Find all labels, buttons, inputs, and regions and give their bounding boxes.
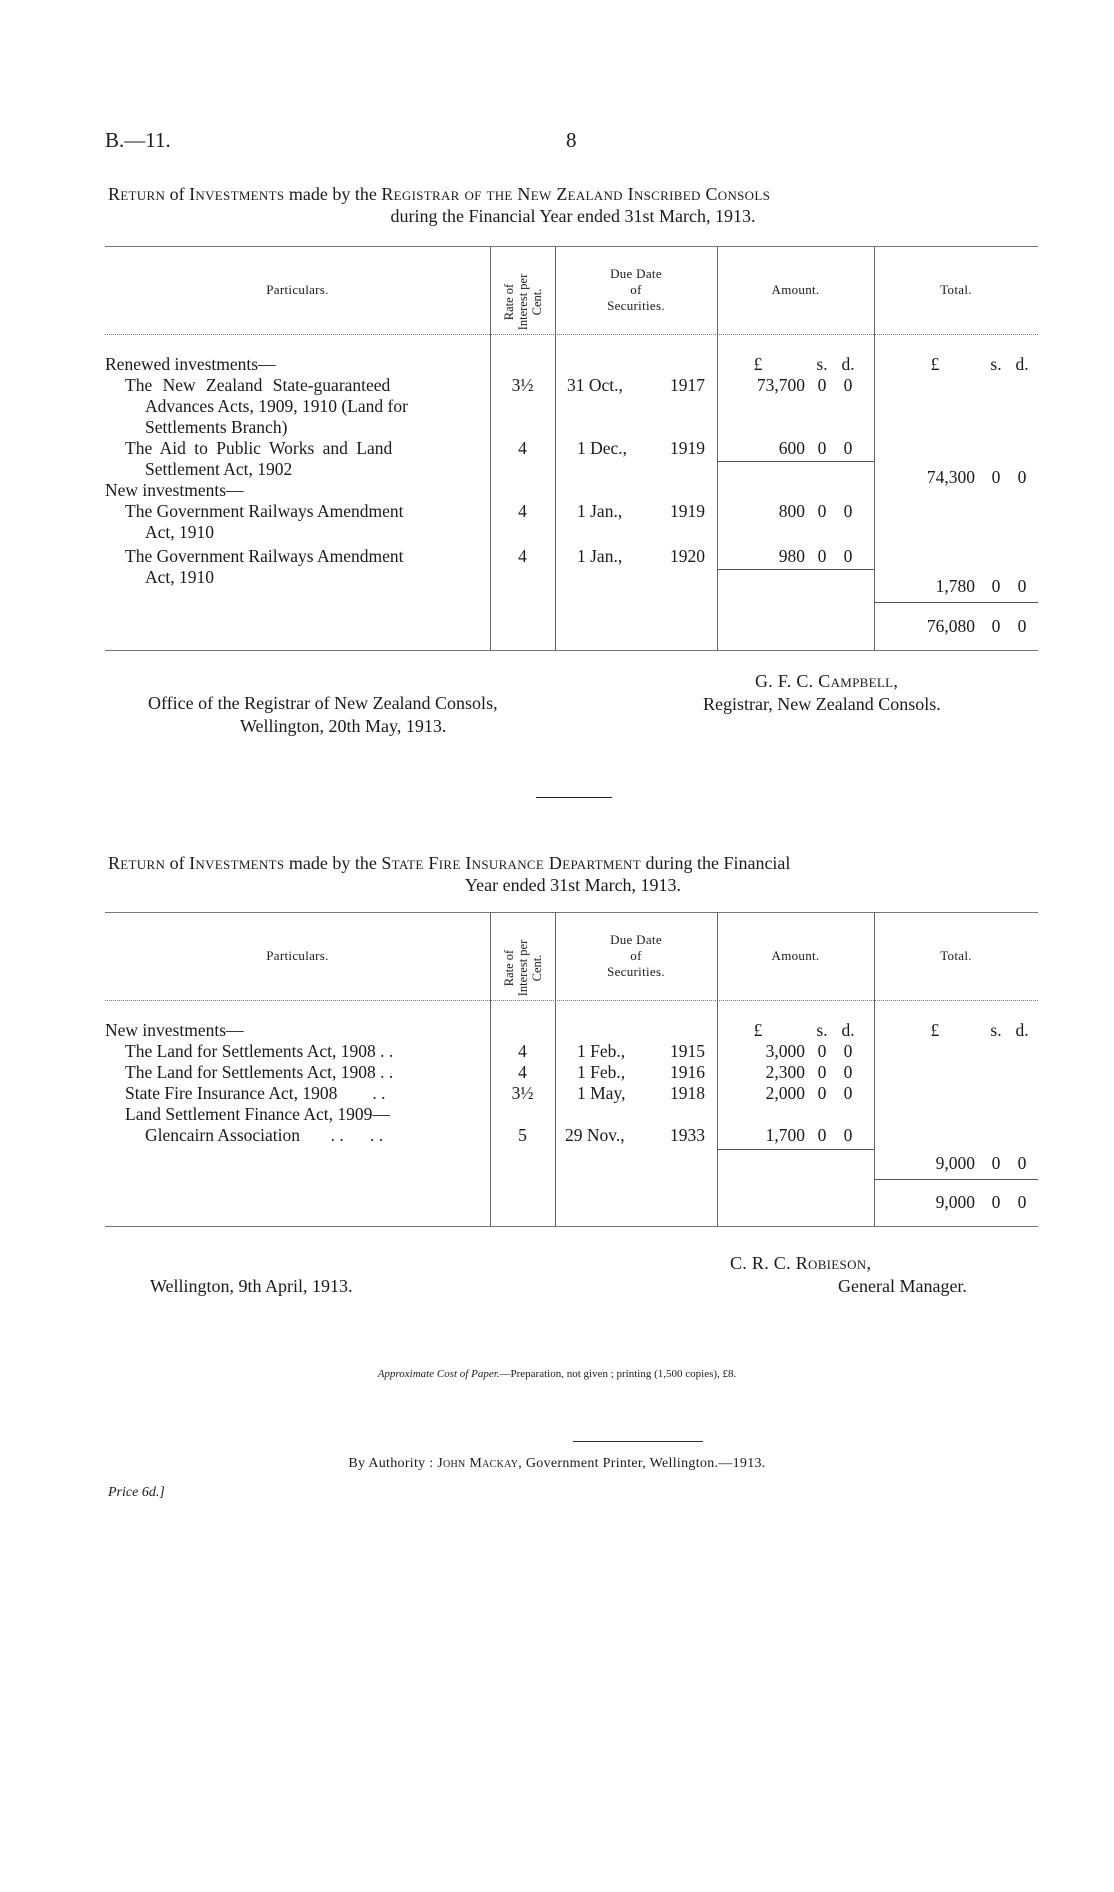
rate-cell: 4	[518, 501, 527, 521]
col-due-l2: of	[630, 948, 642, 963]
amount-d-cell: 0	[843, 375, 853, 395]
table-row: Settlements Branch)	[145, 417, 288, 437]
printer-suffix: Government Printer, Wellington.—1913.	[522, 1456, 766, 1471]
due-day-cell: 29 Nov.,	[565, 1125, 625, 1145]
rate-cell: 3½	[511, 375, 534, 395]
table-row: The Government Railways Amendment	[125, 501, 404, 521]
col-total: Total.	[940, 282, 972, 297]
due-year-cell: 1920	[670, 546, 705, 566]
table-row: Act, 1910	[145, 567, 215, 587]
col-rate: Rate of Interest per Cent.	[502, 273, 544, 331]
total-pound-unit: £	[930, 354, 940, 374]
amount-s-cell: 0	[817, 1041, 827, 1061]
document-code: B.—11.	[105, 128, 171, 152]
title-line-2: during the Financial Year ended 31st March, 1913.	[390, 206, 756, 226]
cost-label: Approximate Cost of Paper.	[377, 1368, 500, 1380]
page-number: 8	[566, 128, 577, 152]
col-due-l3: Securities.	[607, 964, 665, 979]
amount-cell: 3,000	[765, 1041, 805, 1061]
title-suffix: during the Financial	[640, 853, 791, 873]
col-due-l2: of	[630, 282, 642, 297]
title-authority: State Fire Insurance Department	[381, 853, 641, 873]
amount-d-cell: 0	[843, 546, 853, 566]
table-row: Renewed investments—	[105, 354, 276, 374]
rate-cell: 5	[518, 1125, 527, 1145]
amount-d-cell: 0	[843, 1062, 853, 1082]
title-word-investments: Investments	[189, 184, 285, 204]
rate-cell: 4	[518, 1062, 527, 1082]
grand-total-s-cell: 0	[991, 616, 1001, 636]
signer-name: G. F. C. Campbell,	[755, 671, 899, 691]
subtotal-s-cell: 0	[991, 1153, 1001, 1173]
return1-title	[108, 183, 1038, 227]
printer-imprint	[0, 1456, 1114, 1472]
table-row: The New Zealand State-guaranteed	[125, 375, 391, 395]
table-row: The Government Railways Amendment	[125, 546, 404, 566]
table-row: The Land for Settlements Act, 1908 . .	[125, 1041, 394, 1061]
amount-s-cell: 0	[817, 1125, 827, 1145]
total-s-unit: s.	[990, 354, 1002, 374]
table-row: Advances Acts, 1909, 1910 (Land for	[145, 396, 408, 416]
amount-d-unit: d.	[841, 1020, 855, 1040]
col-amount: Amount.	[771, 282, 820, 297]
price-note: Price 6d.]	[108, 1485, 165, 1500]
col-due-date	[555, 266, 717, 314]
amount-s-cell: 0	[817, 501, 827, 521]
amount-d-cell: 0	[843, 1125, 853, 1145]
due-day-cell: 1 Feb.,	[577, 1062, 626, 1082]
col-due-l1: Due Date	[610, 266, 662, 281]
signer-title: Registrar, New Zealand Consols.	[703, 694, 941, 714]
due-day-cell: 1 Jan.,	[577, 546, 623, 566]
grand-total-cell: 9,000	[935, 1192, 975, 1212]
amount-cell: 2,300	[765, 1062, 805, 1082]
rate-cell: 4	[518, 1041, 527, 1061]
due-day-cell: 1 Jan.,	[577, 501, 623, 521]
title-authority: Registrar of the New Zealand Inscribed Consols	[381, 184, 771, 204]
rate-cell: 4	[518, 438, 527, 458]
amount-s-cell: 0	[817, 375, 827, 395]
col-due-l1: Due Date	[610, 932, 662, 947]
title-word-return: Return	[108, 853, 166, 873]
col-particulars: Particulars.	[266, 948, 329, 963]
amount-s-cell: 0	[817, 438, 827, 458]
due-day-cell: 1 Feb.,	[577, 1041, 626, 1061]
title-word-return: Return	[108, 184, 166, 204]
table-row: State Fire Insurance Act, 1908 . .	[125, 1083, 386, 1103]
title-word-made: made by the	[284, 184, 382, 204]
amount-d-cell: 0	[843, 1083, 853, 1103]
grand-total-cell: 76,080	[926, 616, 975, 636]
office-line-1: Office of the Registrar of New Zealand Consols,	[148, 693, 498, 713]
total-d-unit: d.	[1015, 354, 1029, 374]
total-d-unit: d.	[1015, 1020, 1029, 1040]
table-row: Glencairn Association . . . .	[145, 1125, 384, 1145]
col-due-l3: Securities.	[607, 298, 665, 313]
amount-d-cell: 0	[843, 438, 853, 458]
amount-d-cell: 0	[843, 1041, 853, 1061]
title-line-2: Year ended 31st March, 1913.	[464, 875, 682, 895]
col-rate: Rate of Interest per Cent.	[502, 939, 544, 997]
subtotal-d-cell: 0	[1017, 576, 1027, 596]
title-word-made: made by the	[284, 853, 382, 873]
section-divider	[536, 797, 612, 798]
amount-cell: 1,700	[765, 1125, 805, 1145]
return2-title	[108, 852, 1038, 896]
due-year-cell: 1933	[670, 1125, 705, 1145]
col-due-date	[555, 932, 717, 980]
subtotal-d-cell: 0	[1017, 467, 1027, 487]
due-year-cell: 1917	[670, 375, 705, 395]
col-particulars: Particulars.	[266, 282, 329, 297]
subtotal-s-cell: 0	[991, 467, 1001, 487]
table-row: New investments—	[105, 480, 244, 500]
grand-total-d-cell: 0	[1017, 616, 1027, 636]
due-day-cell: 1 May,	[577, 1083, 626, 1103]
title-word-of: of	[165, 184, 190, 204]
printer-name: John Mackay,	[437, 1456, 523, 1471]
amount-s-cell: 0	[817, 1083, 827, 1103]
subtotal-cell: 1,780	[935, 576, 975, 596]
amount-d-cell: 0	[843, 501, 853, 521]
col-amount: Amount.	[771, 948, 820, 963]
rate-cell: 3½	[511, 1083, 534, 1103]
table-row: Settlement Act, 1902	[145, 459, 293, 479]
table-row: Land Settlement Finance Act, 1909—	[125, 1104, 390, 1124]
amount-pound-unit: £	[753, 354, 763, 374]
amount-cell: 73,700	[756, 375, 805, 395]
subtotal-s-cell: 0	[991, 576, 1001, 596]
due-day-cell: 1 Dec.,	[577, 438, 628, 458]
amount-s-unit: s.	[816, 1020, 828, 1040]
due-year-cell: 1916	[670, 1062, 705, 1082]
title-word-of: of	[165, 853, 190, 873]
grand-total-d-cell: 0	[1017, 1192, 1027, 1212]
return1-table	[105, 246, 1038, 656]
rate-cell: 4	[518, 546, 527, 566]
printer-prefix: By Authority :	[348, 1456, 438, 1471]
due-year-cell: 1919	[670, 501, 705, 521]
printer-rule	[573, 1441, 703, 1442]
amount-s-cell: 0	[817, 546, 827, 566]
amount-cell: 2,000	[765, 1083, 805, 1103]
table-row: The Aid to Public Works and Land	[125, 438, 393, 458]
table-row: The Land for Settlements Act, 1908 . .	[125, 1062, 394, 1082]
signer-title: General Manager.	[838, 1276, 967, 1296]
total-pound-unit: £	[930, 1020, 940, 1040]
place-date: Wellington, 9th April, 1913.	[150, 1276, 353, 1296]
signer-name: C. R. C. Robieson,	[730, 1253, 872, 1273]
subtotal-d-cell: 0	[1017, 1153, 1027, 1173]
due-year-cell: 1918	[670, 1083, 705, 1103]
cost-of-paper-note	[0, 1368, 1114, 1380]
office-line-2: Wellington, 20th May, 1913.	[240, 716, 447, 736]
grand-total-s-cell: 0	[991, 1192, 1001, 1212]
amount-d-unit: d.	[841, 354, 855, 374]
subtotal-cell: 9,000	[935, 1153, 975, 1173]
table-row: New investments—	[105, 1020, 244, 1040]
subtotal-cell: 74,300	[926, 467, 975, 487]
amount-cell: 800	[778, 501, 805, 521]
col-total: Total.	[940, 948, 972, 963]
title-word-investments: Investments	[189, 853, 285, 873]
amount-s-unit: s.	[816, 354, 828, 374]
amount-cell: 600	[778, 438, 805, 458]
return2-table	[105, 912, 1038, 1232]
amount-pound-unit: £	[753, 1020, 763, 1040]
total-s-unit: s.	[990, 1020, 1002, 1040]
amount-cell: 980	[778, 546, 805, 566]
amount-s-cell: 0	[817, 1062, 827, 1082]
table-row: Act, 1910	[145, 522, 215, 542]
due-year-cell: 1919	[670, 438, 705, 458]
due-year-cell: 1915	[670, 1041, 705, 1061]
cost-text: —Preparation, not given ; printing (1,500 copies), £8.	[499, 1368, 737, 1380]
due-day-cell: 31 Oct.,	[567, 375, 623, 395]
